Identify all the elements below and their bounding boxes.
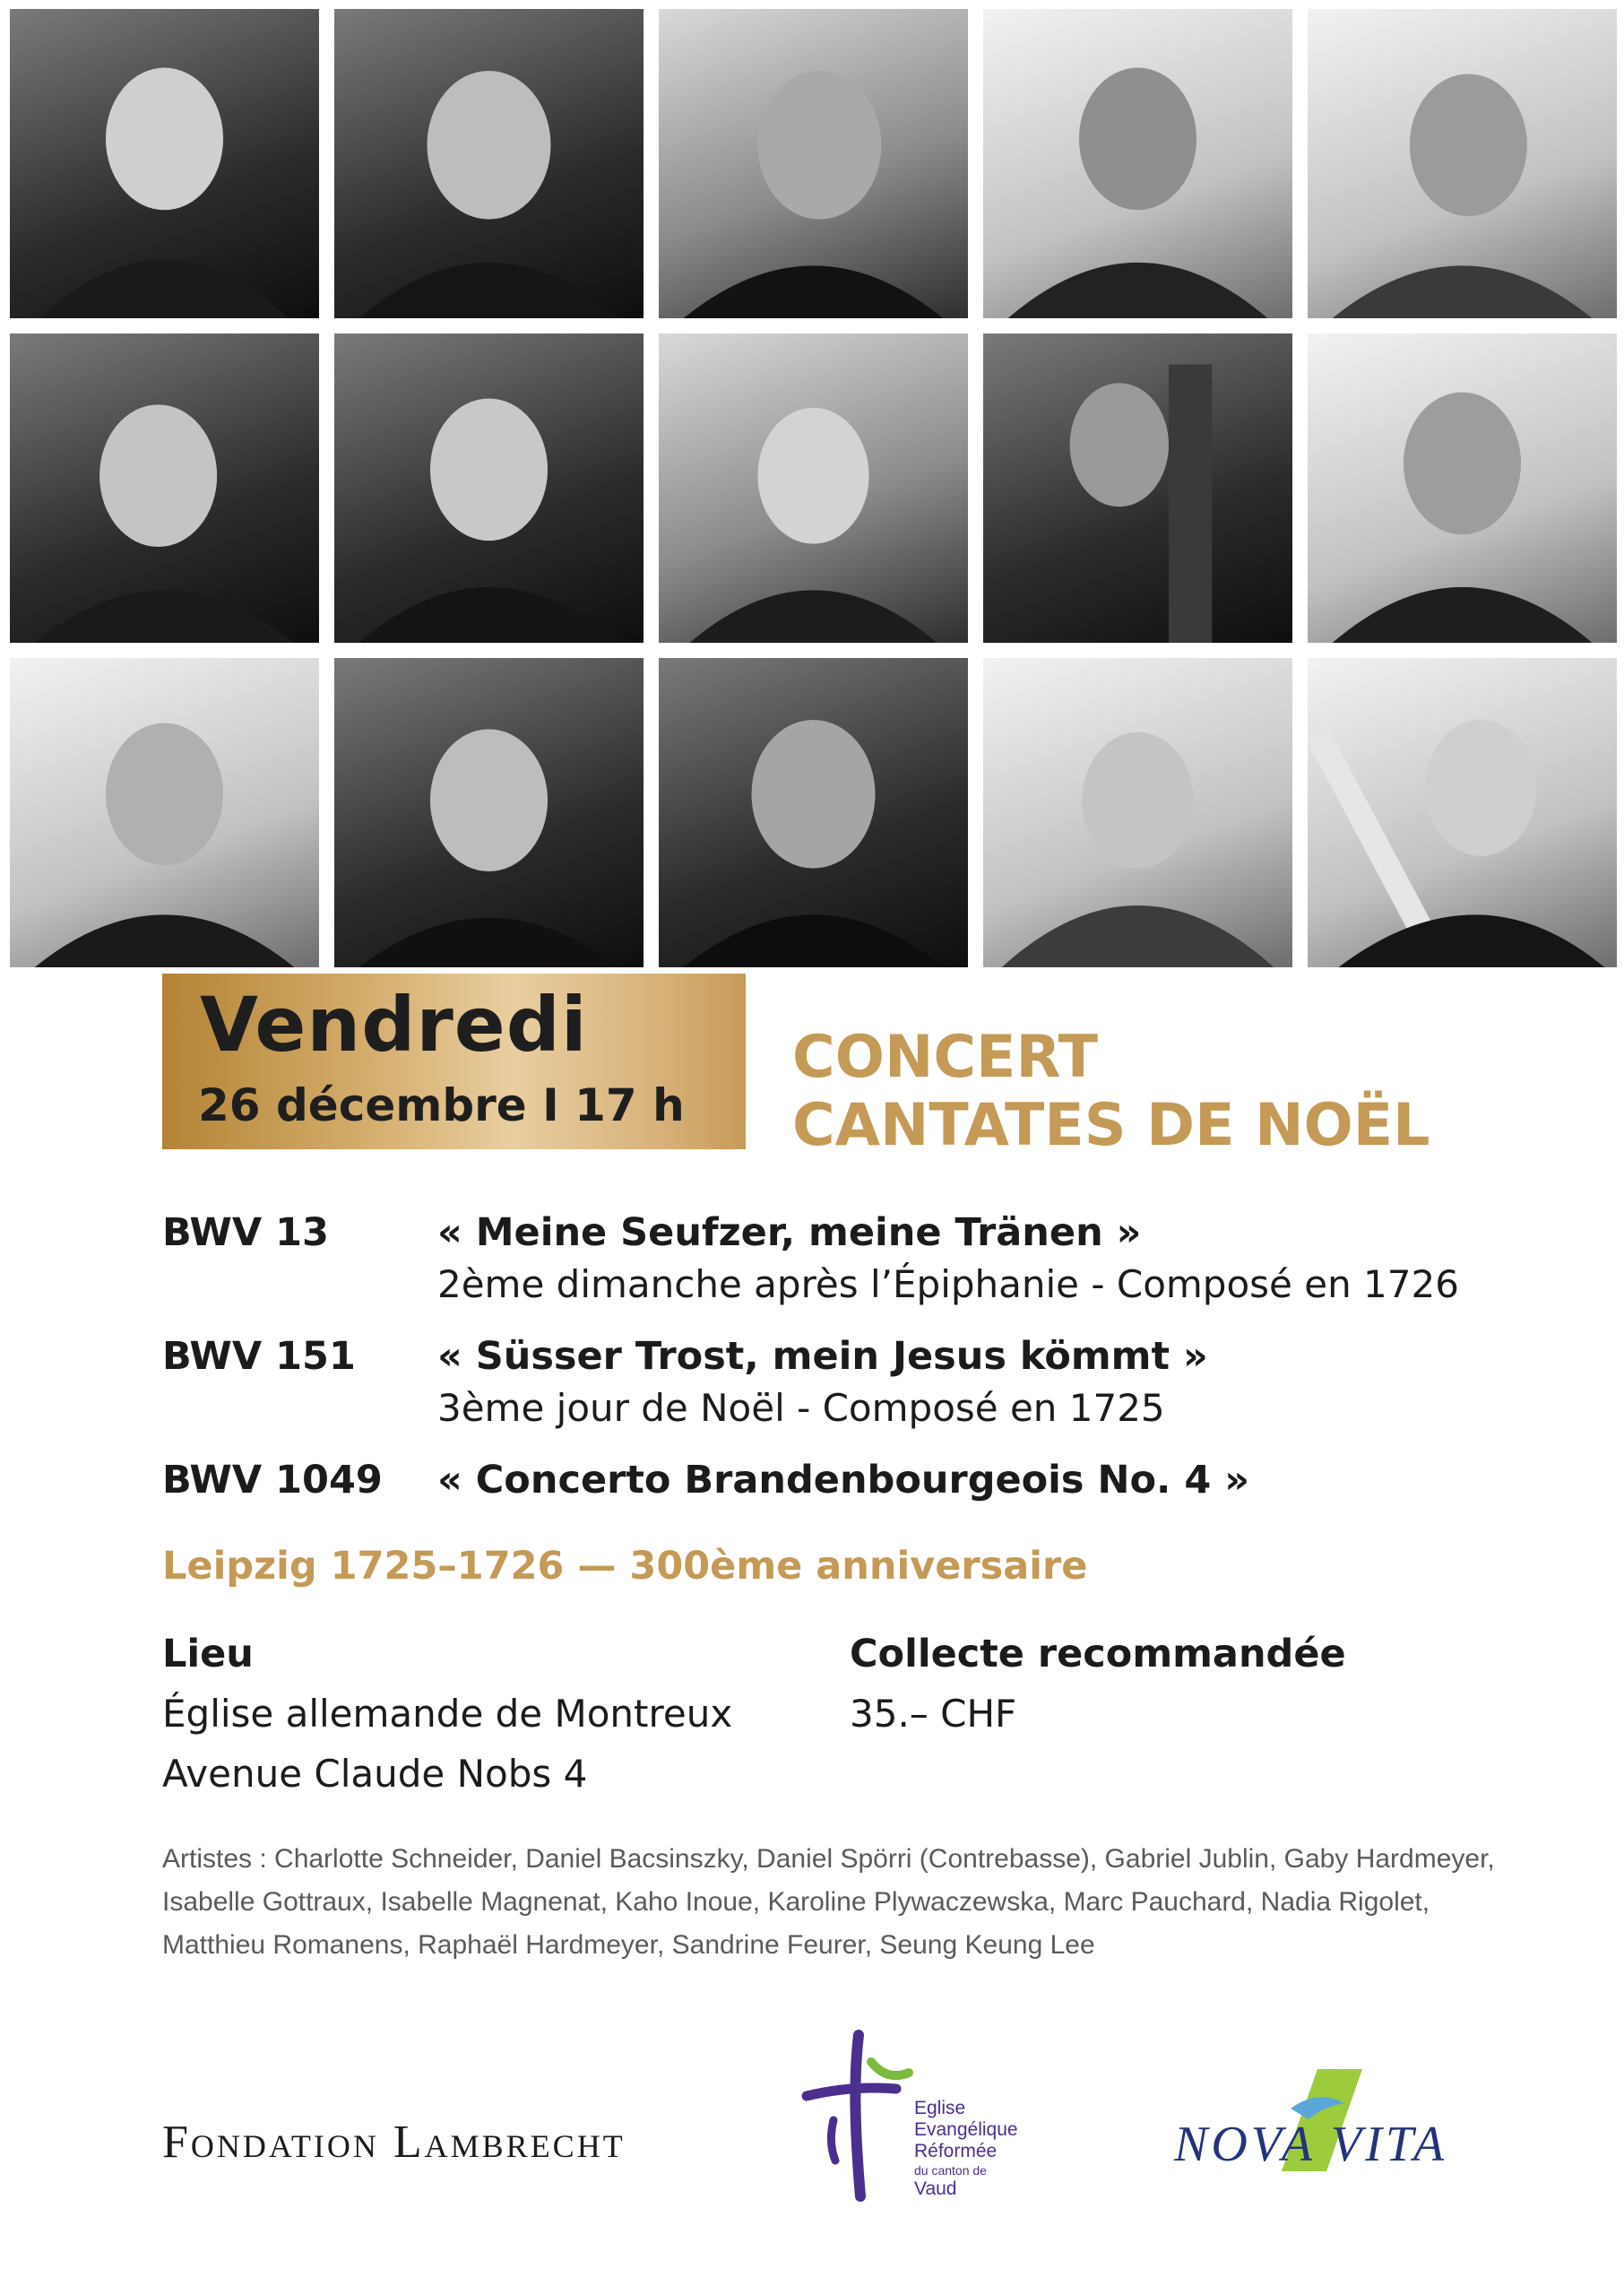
- portrait-photo: [659, 9, 968, 318]
- eerv-logo: [798, 2026, 1040, 2205]
- eerv-line: Eglise: [914, 2098, 966, 2118]
- eerv-line: Réformée: [914, 2141, 998, 2161]
- collection-amount: 35.– CHF: [850, 1692, 1017, 1736]
- portrait-photo: [983, 333, 1292, 643]
- eerv-text: [914, 2098, 1018, 2200]
- portrait-photo: [10, 333, 319, 643]
- portrait-photo: [10, 9, 319, 318]
- artists-list: Artistes : Charlotte Schneider, Daniel Bacsinszky, Daniel Spörri (Contrebasse), Gabriel Jublin, Gaby Hardmeyer, Isabelle Gottraux, Isabelle Magnenat, Kaho Inoue, Karoline Plywaczewska, Marc Pauchard, Nadia Rigolet, Matthieu Romanens, Raphaël Hardmeyer, Sandrine Feurer, Seung Keung Lee: [162, 1844, 1495, 1960]
- portrait-photo: [334, 658, 644, 967]
- portrait-photo: [659, 333, 968, 643]
- musician-photo-grid: [0, 0, 1624, 968]
- work-details: 3ème jour de Noël - Composé en 1725: [437, 1386, 1165, 1430]
- portrait-photo: [1308, 333, 1617, 643]
- eerv-line: Evangélique: [914, 2119, 1018, 2140]
- eerv-cross-icon: [798, 2026, 914, 2205]
- portrait-photo: [1308, 658, 1617, 967]
- venue-block: [162, 1632, 732, 1812]
- bwv-number: BWV 1049: [162, 1458, 383, 1503]
- event-date-time: 26 décembre I 17 h: [198, 1079, 685, 1131]
- work-title: « Concerto Brandenbourgeois No. 4 »: [437, 1458, 1249, 1503]
- nova-vita-logo: [1165, 2053, 1470, 2178]
- venue-label: Lieu: [162, 1632, 254, 1676]
- portrait-photo: [983, 9, 1292, 318]
- eerv-line: Vaud: [914, 2178, 957, 2199]
- venue-address: Avenue Claude Nobs 4: [162, 1752, 588, 1796]
- portrait-photo: [659, 658, 968, 967]
- work-title: « Meine Seufzer, meine Tränen »: [437, 1210, 1142, 1255]
- anniversary-line: Leipzig 1725–1726 — 300ème anniversaire: [162, 1544, 1088, 1589]
- event-day: Vendredi: [200, 981, 588, 1069]
- eerv-line: du canton de: [914, 2163, 987, 2178]
- portrait-photo: [1308, 9, 1617, 318]
- date-banner: [162, 974, 746, 1149]
- concert-title-line1: CONCERT: [792, 1024, 1098, 1091]
- bwv-number: BWV 13: [162, 1210, 329, 1255]
- concert-title: [792, 1024, 1430, 1160]
- portrait-photo: [983, 658, 1292, 967]
- nova-vita-wordmark: NOVA VITA: [1174, 2117, 1448, 2172]
- venue-name: Église allemande de Montreux: [162, 1692, 733, 1736]
- bwv-number: BWV 151: [162, 1334, 356, 1379]
- portrait-photo: [334, 9, 644, 318]
- collection-block: [850, 1632, 1346, 1752]
- work-details: 2ème dimanche après l’Épiphanie - Composé en 1726: [437, 1262, 1459, 1306]
- collection-label: Collecte recommandée: [850, 1632, 1346, 1676]
- work-title: « Süsser Trost, mein Jesus kömmt »: [437, 1334, 1208, 1379]
- concert-title-line2: CANTATES DE NOËL: [792, 1092, 1430, 1159]
- portrait-photo: [334, 333, 644, 643]
- portrait-photo: [10, 658, 319, 967]
- fondation-lambrecht-logo: Fondation Lambrecht: [162, 2117, 626, 2168]
